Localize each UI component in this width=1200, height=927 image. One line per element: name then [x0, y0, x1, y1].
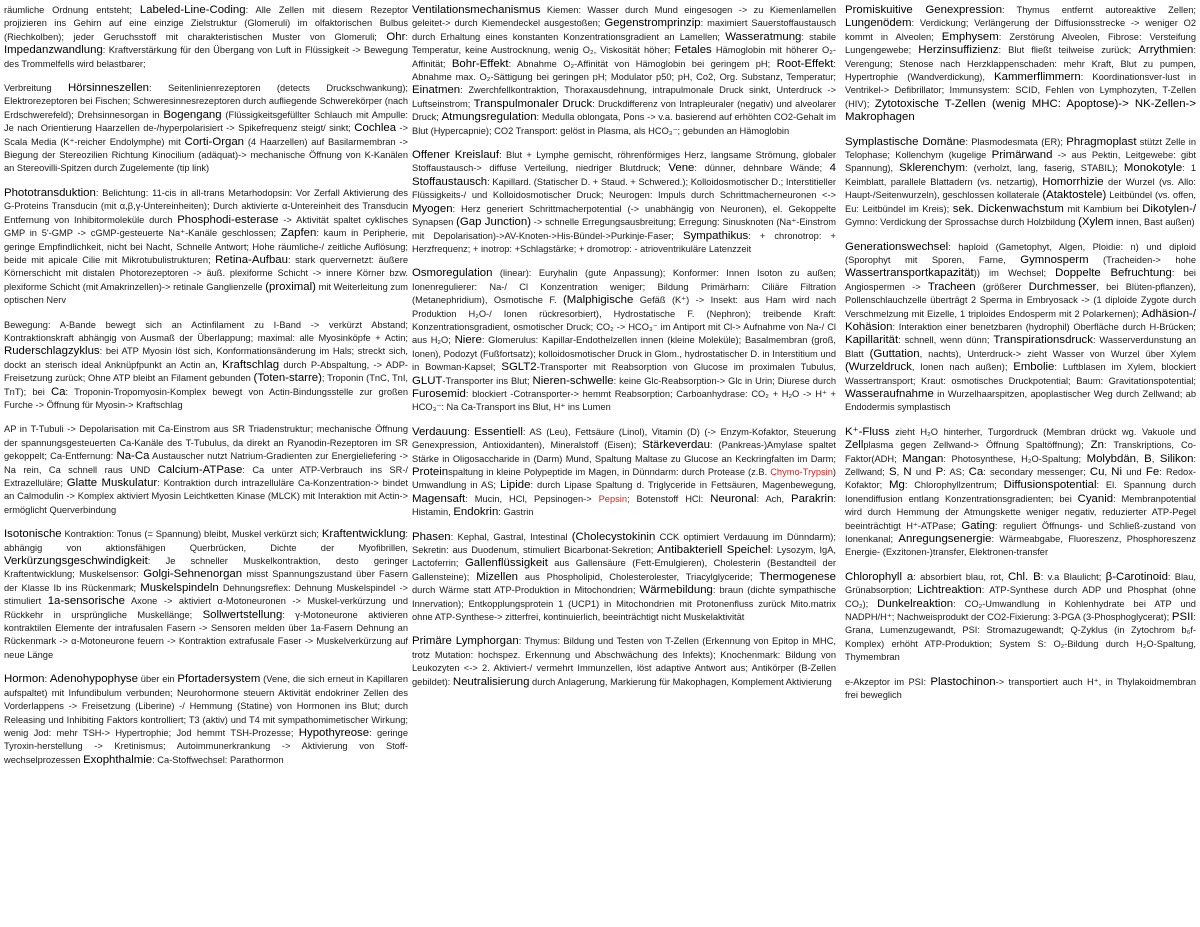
highlighted-term: Pepsin	[598, 493, 628, 504]
key-term: N	[903, 466, 912, 478]
key-term: P	[935, 466, 944, 478]
key-term: (proximal)	[265, 280, 316, 293]
key-term: Diffusionspotential	[1003, 479, 1097, 492]
key-term: Doppelte Befruchtung	[1055, 267, 1172, 280]
col3-paragraph: Symplastische Domäne: Plasmodesmata (ER); Phragmoplast stützt Zelle in Telophase; Kollenchym (kugelige Primärwand -> aus Pektin, Leitgewebe: gibt Spannung), Sklerenchym: (verholzt, lang, faserig, STABIL); Monokotyle: 1 Keimblatt, parallele Blattadern (vs. netzartig), Homorrhizie der Wurzel (vs. Allo: Haupt-/Seitenwurzeln), geschlossen kollaterale (Ataktostele) Leitbündel (vs. offen, Eu: Leitbündel im Kreis); sek. Dickenwachstum mit Kambium bei Dikotylen-/ Gymno: Verdickung der Sprossachse durch Holzbildung (Xylem innen, Bast außen)	[845, 135, 1197, 229]
key-term: sek. Dickenwachstum	[952, 202, 1064, 215]
key-term: Corti-Organ	[184, 135, 245, 148]
key-term: Gallenflüssigkeit	[464, 557, 548, 570]
key-term: (Cholecystokinin	[571, 530, 656, 543]
key-term: Zytotoxische T-Zellen (wenig MHC: Apoptose)-> NK-Zellen-> Makrophagen	[845, 97, 1196, 124]
key-term: (Wurzeldruck	[845, 361, 912, 374]
key-term: (Malphigische	[563, 294, 634, 307]
key-term: Phragmoplast	[1066, 135, 1137, 148]
key-term: 1a-sensorische	[47, 595, 125, 608]
key-term: Glatte Muskulatur	[66, 477, 158, 489]
col2-paragraph: Verdauung: Essentiell: AS (Leu), Fettsäure (Linol), Vitamin (D) (-> Enzym-Kofaktor, Steuerung Genexpression, Antioxidanten), Mineralstoff (Eisen); Stärkeverdau: (Pankreas-)Amylase spaltet Stärke in Oligosaccharide in (Darm) Mund, Spaltung Maltase zu Glucose an Keckringfalten im Darm; Proteinspaltung in kleine Polypeptide im Magen, in Dünndarm: durch Protease (z.B. Chymo-Trypsin) Umwandlung in AS; Lipide: durch Lipase Spaltung d. Triglyceride in Fettsäuren, Magenbewegung, Magensaft: Mucin, HCl, Pepsinogen-> Pepsin; Botenstoff HCl: Neuronal: Ach, Parakrin: Histamin, Endokrin: Gastrin	[412, 425, 837, 519]
key-term: Lungenödem	[845, 17, 912, 30]
key-term: Protein	[412, 466, 449, 478]
key-term: Zn	[1090, 439, 1104, 452]
key-term: Fe	[1145, 466, 1160, 478]
key-term: Molybdän	[1086, 452, 1136, 465]
key-term: Durchmesser	[1028, 280, 1097, 293]
key-term: Ruderschlagzyklus	[4, 345, 100, 358]
key-term: 4 Stoffaustausch	[412, 162, 836, 188]
col1-paragraph: Verbreitung Hörsinneszellen: Seitenlinienrezeptoren (detects Druckschwankung); Elektrorezeptoren bei Fischen; Schweresinnesrezeptoren durch aufliegende Schwerekörper (nach Erdschwerefeld); Drehsinnesorgan in Bogengang (Flüssigkeitsgefüllter Schlauch mit Ampulle: Je nach Orientierung Haarzellen de-/hyperpolarisiert -> Spikefrequenz steigt/ sinkt; Cochlea -> Scala Media (K⁺-reicher Endolymphe) mit Corti-Organ (4 Haarzellen) auf Basilarmembran -> Biegung der Stereozilien Richtung Kinocilium (adäquat)-> mechanische Öffnung von K-Kanälen an Stereovilli-Spitzen durch Zugelemente (tip link)	[4, 82, 408, 174]
col1-paragraph: AP in T-Tubuli -> Depolarisation mit Ca-Einstrom aus SR Triadenstruktur; mechanische Öffnung der spannungsgesteuerten Ca-Kanäle des T-Tubulus, da direkt an Ryanodin-Rezeptoren im SR gekoppelt; Ca-Entfernung: Na-Ca Austauscher nutzt Natrium-Gradienten zur Energieliefering -> Na rein, Ca schnell raus UND Calcium-ATPase: Ca unter ATP-Verbrauch ins SR-/ Extrazelluläre; Glatte Muskulatur: Kontraktion durch intrazelluläre Ca-Konzentration-> bindet an Calmodulin -> Komplex aktiviert Myosin Leichtketten Kinase (MLCK) mit Interaktion mit Actin-> ermöglicht Querverbindung	[4, 424, 408, 515]
key-term: Mg	[889, 479, 905, 492]
key-term: Gegenstromprinzip	[604, 17, 701, 30]
key-term: Cu	[1089, 466, 1105, 478]
key-term: Osmoregulation	[412, 267, 493, 280]
key-term: Hormon	[4, 673, 45, 686]
key-term: Zell	[845, 439, 864, 452]
key-term: Parakrin	[790, 492, 834, 505]
key-term: Ohr	[386, 30, 406, 43]
col1-paragraph: räumliche Ordnung entsteht; Labeled-Line-Coding: Alle Zellen mit diesem Rezeptor projizieren ins Gehirn auf eine einzige Zielstruktur (Glomeruli) im olfaktorischen Bulbus (Riechkolben); jeder Geruchsstoff mit charakteristischen Muster von Glomeruli; Ohr: Impedanzwandlung: Kraftverstärkung für den Übergang von Luft in Flüssigkeit -> Bewegung des Trommelfells wird belastbarer;	[4, 4, 408, 69]
key-term: Nieren-schwelle	[532, 374, 614, 387]
key-term: Root-Effekt	[776, 57, 834, 70]
key-term: Primärwand	[991, 149, 1053, 162]
key-term: Niere	[454, 334, 482, 347]
key-term: Transpirationsdruck	[993, 334, 1093, 347]
col3-paragraph: K⁺-Fluss zieht H₂O hinterher, Turgordruck (Membran drückt wg. Vakuole und Zellplasma gegen Zellwand-> Öffnung Spaltöffnung); Zn: Transkriptions, Co-Faktor(ADH; Mangan: Photosynthese, H₂O-Spaltung; Molybdän, B, Silikon: Zellwand; S, N und P: AS; Ca: secondary messenger; Cu, Ni und Fe: Redox-Kofaktor; Mg: Chlorophyllzentrum; Diffusionspotential: El. Spannung durch Ionendiffusion entlang Konzentrationsgradienten; bei Cyanid: Membranpotential wird durch Hemmung der Atmungskette weniger negativ, reduzierter ATP-Pegel beeinträchtigt H⁺-ATPase; Gating: reguliert Öffnungs- und Schließ-zustand von Ionenkanal; Anregungsenergie: Wärmeabgabe, Fluoreszenz, Phosphoreszenz Energie- (Exzitonen-)transfer, Elektronen-transfer	[845, 425, 1196, 558]
key-term: Dikotylen-/	[1142, 202, 1196, 215]
key-term: Vene	[668, 162, 695, 175]
key-term: Ni	[1111, 466, 1122, 478]
key-term: Stärkeverdau	[642, 439, 710, 452]
col2-paragraph: Osmoregulation (linear): Euryhalin (gute Anpassung); Konformer: Innen Isoton zu außen; Ionenregulierer: Na-/ Cl Konzentration weniger; Bildung Primärharn: Ciliäre Filtration (Metanephridium), Osmotische F. (Malphigische Gefäß (K⁺) -> Insekt: aus Harn wird nach Produktion H₂O-/ Ionen rückresorbiert), Hydrostatische F. (Nephron); treibende Kraft: Konzentrationsgradient, osmotischer Druck; CO₂ -> HCO₃⁻ im Antiport mit Cl-> Aufnahme von Na-/ Cl aus H₂O; Niere: Glomerulus: Kapillar-Endothelzellen innen (kleine Moleküle); Basalmembran (groß, Ionen), Podozyt (Fußfortsatz); kolloidosmotischer Druck in Glom., hydrostatischer D. in Interstitium und in Bowman-Kapsel; SGLT2-Transporter mit Reabsorption von Glucose im proximalen Tubulus, GLUT-Transporter ins Blut; Nieren-schwelle: keine Glc-Reabsorption-> Glc in Urin; Diurese durch Furosemid: blockiert -Cotransporter-> hemmt Reabsorption; Carboanhydrase: CO₂ + H₂O -> H⁺ + HCO₃⁻: Na Ca-Transport ins Blut, H⁺ ins Lumen	[412, 267, 836, 413]
key-term: Chlorophyll a	[845, 570, 914, 583]
key-term: Mizellen	[476, 570, 518, 583]
key-term: Bogengang	[163, 108, 222, 121]
key-term: Sollwertstellung	[202, 608, 283, 621]
key-term: Lipide	[500, 479, 531, 492]
key-term: Endokrin	[453, 506, 499, 519]
key-term: Impedanzwandlung	[4, 44, 103, 57]
key-term: Sklerenchym	[899, 162, 965, 175]
key-term: Generationswechsel	[845, 240, 949, 253]
col1-paragraph: Isotonische Kontraktion: Tonus (= Spannung) bleibt, Muskel verkürzt sich; Kraftentwicklung: abhängig von aktionsfähigen Querbrücken, Dichte der Myofibrillen, Verkürzungsgeschwindigkeit: Je schneller Muskelkontraktion, desto geringer Kraftentwicklung; Muskelsensor: Golgi-Sehnenorgan misst Spannungszustand über Fasern der Klasse Ib ins Rückenmark; Muskelspindeln Dehnungsreflex: Dehnung Muskelspindel -> stimuliert 1a-sensorische Axone -> aktiviert α-Motoneuronen -> Muskel-verkürzung und Rückkehr in ursprüngliche Muskellänge; Sollwertstellung: γ-Motoneurone aktivieren kontraktilen Elemente der intrafusalen Fasern -> Sensoren melden über 1a-Fasern Dehnung an Rückenmark -> α-Motoneurone feuern -> Kontraktion extrafusale Faser -> Muskelverkürzung auf neue Länge	[4, 528, 409, 660]
key-term: Einatmen	[412, 84, 461, 97]
column-3	[845, 4, 1196, 714]
key-term: Kammerflimmern	[994, 71, 1081, 84]
key-term: Primäre Lymphorgan	[412, 635, 519, 648]
key-term: Golgi-Sehnenorgan	[143, 568, 243, 581]
col3-paragraph: Promiskuitive Genexpression: Thymus entfernt autoreaktive Zellen; Lungenödem: Verdickung; Verlängerung der Diffusionsstrecke -> weniger O2 kommt in Alveolen; Emphysem: Zerstörung Alveolen, Fibrose: Versteifung Lungengewebe; Herzinsuffizienz: Blut fließt teilweise zurück; Arrythmien: Verengung; Stenose nach Herzklappenschaden: mehr Kraft, Blut zu pumpen, Hypertrophie (Wandverdickung), Kammerflimmern: Koordinationsver-lust in Ventrikel-> Defibrillator; Immunsystem: SCID, Fehlen von Lymphozyten, T-Zellen (HIV); Zytotoxische T-Zellen (wenig MHC: Apoptose)-> NK-Zellen-> Makrophagen	[845, 4, 1197, 124]
key-term: Symplastische Domäne	[845, 135, 966, 148]
key-term: Essentiell	[474, 425, 523, 438]
key-term: Adenohypophyse	[49, 673, 138, 686]
key-term: Gating	[961, 519, 995, 532]
col1-paragraph: Phototransduktion: Belichtung: 11-cis in all-trans Metarhodopsin: Vor Zerfall Aktivierung des G-Proteins Transducin (mit α,β,γ-Untereinheiten); Durch aktivierte α-Untereinheit des Transducin Entfernung von Inhibitormoleküle durch Phosphodi-esterase -> Aktivität spaltet cyklisches GMP in 5'-GMP -> cGMP-gesteuerte Na⁺-Kanäle geschlossen; Zapfen: kaum in Peripherie, geringe Empfindlichkeit, nicht bei Nacht, Schnelle Antwort; Hohe räumliche-/ zeitliche Auflösung; beide mit apicale Cilie mit Mikrotubulistrukturen; Retina-Aufbau: stark quervernetzt: äußere Körnerschicht mit distalen Photorezeptoren -> äuß. plexiforme Schicht -> innere Körner bzw. plexiforme Schicht (mit Amakrinzellen)-> retinale Ganglienzelle (proximal) mit Weiterleitung zum optischen Nerv	[4, 186, 408, 306]
key-term: Ca	[50, 385, 66, 398]
key-term: Hörsinneszellen	[67, 82, 149, 95]
key-term: Emphysem	[941, 30, 999, 43]
key-term: Wärmebildung	[639, 584, 713, 597]
key-term: Wasseratmung	[725, 30, 802, 43]
key-term: Bohr-Effekt	[451, 57, 509, 70]
key-term: Calcium-ATPase	[157, 463, 243, 476]
key-term: Wassertransportkapazität	[845, 267, 974, 280]
key-term: Gymnosperm	[1020, 253, 1089, 266]
key-term: Monokotyle	[1123, 162, 1183, 175]
key-term: Homorrhizie	[1042, 175, 1104, 188]
key-term: Herzinsuffizienz	[918, 44, 999, 57]
key-term: Mangan	[902, 452, 944, 465]
key-term: Neutralisierung	[452, 675, 530, 688]
key-term: Isotonische	[4, 528, 62, 541]
key-term: Atmungsregulation	[441, 111, 537, 124]
key-term: Plastochinon	[930, 675, 996, 688]
key-term: Anregungsenergie	[898, 533, 992, 546]
col2-paragraph: Ventilationsmechanismus Kiemen: Wasser durch Mund eingesogen -> zu Kiemenlamellen geleitet-> durch Kiemendeckel ausgestoßen; Gegenstromprinzip: maximiert Sauerstoffaustausch durch Erhaltung eines konstanten Konzentrationsgradient an Lamellen; Wasseratmung: stabile Temperatur, keine Austrocknung, wenig O₂, Viskosität höher; Fetales Hämoglobin mit höherer O₂-Affinität; Bohr-Effekt: Abnahme O₂-Affinität von Hämoglobin bei geringem pH; Root-Effekt: Abnahme max. O₂-Sättigung bei geringen pH; Modulator p50; pH, Co2, Org. Substanz, Temperatur; Einatmen: Zwerchfellkontraktion, Thoraxausdehnung, intrapulmonale Druck sinkt, Unterdruck -> Luftseinstrom; Transpulmonaler Druck: Druckdifferenz von Intrapleuraler (negativ) und alveolarer Druck; Atmungsregulation: Medulla oblongata, Pons -> v.a. basierend auf erhöhten CO2-Gehalt im Blut (Hypercapnie); CO2 Transport: gelöst in Plasma, als HCO₃⁻; gebunden an Hämoglobin	[412, 4, 836, 136]
column-1	[4, 4, 408, 778]
col1-paragraph: Bewegung: A-Bande bewegt sich an Actinfilament zu I-Band -> verkürzt Abstand; Kontraktionskraft abhängig von Ausmaß der Überlappung; maximal: alle Myosinköpfe + Actin; Ruderschlagzyklus: bei ATP Myosin löst sich, Konformationsänderung im Hals; streckt sich, dockt an sterisch ideal Anknüpfpunkt an Actin an, Kraftschlag durch P-Abspaltung, -> ADP-Freisetzung zurück; Ohne ATP bleibt an Filament gebunden (Toten-starre); Troponin (TnC, TnI, TnT); bei Ca: Troponin-Tropomyosin-Komplex bewegt von Actin-Bindungsstelle zur großen Furche -> Öffnung für Myosin-> Kraftschlag	[4, 319, 409, 410]
key-term: Furosemid	[412, 387, 466, 400]
key-term: S	[889, 466, 897, 478]
key-term: Exophthalmie	[83, 753, 153, 766]
key-term: Tracheen	[927, 280, 976, 293]
key-term: SGLT2	[501, 361, 537, 374]
key-term: Kraftschlag	[222, 358, 280, 371]
key-term: Fetales	[674, 44, 712, 57]
key-term: Transpulmonaler Druck	[473, 97, 593, 110]
key-term: Neuronal	[710, 492, 757, 505]
col2-paragraph: Offener Kreislauf: Blut + Lymphe gemischt, röhrenförmiges Herz, langsame Strömung, globaler Stoffaustausch-> diffuse Verteilung, niedriger Blutdruck; Vene: dünner, dehnbare Wände; 4 Stoffaustausch: Kapillard. (Statischer D. + Staud. + Schwered.); Kolloidosmotischer D.; Interstitieller Flüssigkeits-/ und Kolloidosmotischer Druck; Neurogen: Impuls durch Schrittmacherneuronen <-> Myogen: Herz generiert Schrittmacherpotential (-> unabhängig von Neuronen), el. Gekoppelte Synapsen (Gap Junction) -> schnelle Erregungsausbreitung; Erregung: Sinusknoten (Na⁺-Einstrom mit Depolarisation)->AV-Knoten->His-Bündel->Purkinje-Faser; Sympathikus: + chronotrop: + Herzfrequenz; + inotrop: +Schlagstärke; + dromotrop: - atrioventrikuläre Latenzzeit	[412, 149, 837, 254]
key-term: Labeled-Line-Coding	[139, 4, 246, 16]
key-term: Lichtreaktion	[917, 584, 982, 597]
key-term: Cyanid	[1077, 492, 1114, 505]
key-term: Thermogenese	[759, 570, 836, 583]
key-term: B	[1144, 452, 1152, 465]
key-term: Cochlea	[354, 122, 397, 135]
col1-paragraph: Hormon: Adenohypophyse über ein Pfortadersystem (Vene, die sich erneut in Kapillaren aufspaltet) mit Infundibulum verbunden; Neurohormone steuern Aktivität endokriner Zellen des Vorderlappens -> Freisetzung (Liberine) -/ Hemmung (Statine) von Hormonen ins Blut; durch Releasing und Inhibiting Faktors kontrolliert; T3 (aktiv) und T4 mit sympathomimetischer Wirkung; wenig Jod: mehr TSH-> Hypertrophie; Jod hemmt TSH-Prozesse; Hypothyreose: geringe Tyroxin-herstellung -> Kretinismus; Autoimmunerkrankung -> Aktivierung von Stoff-wechselprozessen Exophthalmie: Ca-Stoffwechsel: Parathormon	[4, 673, 408, 766]
key-term: (Ataktostele)	[1042, 189, 1107, 202]
key-term: (Xylem	[1078, 216, 1114, 229]
key-term: Myogen	[412, 202, 453, 215]
key-term: Hypothyreose	[298, 726, 370, 739]
key-term: Na-Ca	[116, 450, 150, 463]
col3-paragraph: Chlorophyll a: absorbiert blau, rot, Chl. B: v.a Blaulicht; β-Carotinoid: Blau, Grünabsorption; Lichtreaktion: ATP-Synthese durch ADP und Phosphat (ohne CO₂); Dunkelreaktion: CO₂-Umwandlung in Kohlenhydrate bei ATP und NADPH/H⁺; Nachweisprodukt der CO2-Fixierung: 3-PGA (3-Phosphoglycerat); PSII: Grana, Lumenzugewandt, PSI: Stromazugewandt; Q-Zyklus (in Zytochrom b₆f-Komplex) erhöht ATP-Produktion; System S: O₂-Bildung durch H₂O-Spaltung, Thymembran	[845, 570, 1196, 663]
key-term: Phototransduktion	[4, 186, 96, 199]
key-term: (Toten-starre)	[253, 372, 322, 385]
key-term: Phasen	[412, 530, 451, 543]
col3-paragraph: Generationswechsel: haploid (Gametophyt, Algen, Ploidie: n) und diploid (Sporophyt mit Sporen, Farne, Gymnosperm (Tracheiden-> hohe Wassertransportkapazität)) im Wechsel; Doppelte Befruchtung: bei Angiospermen -> Tracheen (größerer Durchmesser, bei Blüten-pflanzen), Pollenschlauchzelle überträgt 2 Sperma in Embryosack -> (1 diploide Zygote durch Verschmelzung mit Eizelle, 1 triploides Endosperm mit 2 Polarkernen); Adhäsion-/ Kohäsion: Interaktion einer benetzbaren (hydrophil) Oberfläche durch H-Brücken; Kapillarität: schnell, wenn dünn; Transpirationsdruck: Wasserverdunstung an Blatt (Guttation, nachts), Unterdruck-> zieht Wasser von Wurzel über Xylem (Wurzeldruck, Ionen nach außen); Embolie: Luftblasen im Xylem, blockiert Wassertransport; Kraut: osmotisches Druckpotential; Baum: Gravitationspotential; Wasseraufnahme in Wurzelhaarspitzen, apoplastischer Weg durch Zellwand; ab Endodermis symplastisch	[845, 240, 1197, 413]
key-term: Kraftentwicklung	[321, 528, 406, 541]
key-term: Retina-Aufbau	[215, 253, 288, 266]
key-term: Verkürzungsgeschwindigkeit	[4, 555, 148, 568]
key-term: Adhäsion-/ Kohäsion	[845, 307, 1196, 333]
key-term: PSII	[1171, 611, 1194, 624]
key-term: Zapfen	[280, 227, 317, 240]
key-term: Arrythmien	[1138, 44, 1194, 57]
key-term: K⁺-Fluss	[845, 425, 890, 438]
key-term: Phosphodi-esterase	[177, 213, 279, 226]
key-term: GLUT	[412, 374, 443, 387]
key-term: (Gap Junction)	[456, 216, 532, 229]
key-term: Magensaft	[412, 492, 466, 505]
key-term: Sympathikus	[682, 229, 749, 242]
key-term: Offener Kreislauf	[412, 149, 500, 162]
key-term: Chl. B	[1007, 570, 1041, 583]
key-term: β-Carotinoid	[1105, 570, 1168, 583]
key-term: Promiskuitive Genexpression	[845, 4, 1003, 16]
key-term: Antibakteriell Speichel	[657, 544, 771, 557]
col2-paragraph: Primäre Lymphorgan: Thymus: Bildung und Testen von T-Zellen (Erkennung von Epitop in MHC, trotz Mutation: hochspez. Erkennung und Abschwächung des Infekts); Knochenmark: Bildung von Leukozyten <-> 2. Aktiviert-/ vermehrt Immunzellen, löst adaptive Antwort aus; Antikörper (B-Zellen gebildet): Neutralisierung durch Anlagerung, Markierung für Makophagen, Komplement Aktivierung	[412, 635, 837, 688]
highlighted-term: Chymo-Trypsin	[770, 467, 833, 477]
key-term: Muskelspindeln	[140, 581, 219, 594]
key-term: (Guttation	[869, 347, 920, 360]
key-term: Wasseraufnahme	[845, 387, 934, 400]
col3-paragraph: e-Akzeptor im PSI: Plastochinon-> transportiert auch H⁺, in Thylakoidmembran frei beweglich	[845, 675, 1196, 701]
key-term: Verdauung	[412, 425, 468, 438]
key-term: Silikon	[1159, 452, 1194, 465]
column-2	[412, 4, 836, 700]
key-term: Pfortadersystem	[177, 673, 261, 686]
key-term: Dunkelreaktion	[877, 597, 954, 610]
col2-paragraph: Phasen: Kephal, Gastral, Intestinal (Cholecystokinin CCK optimiert Verdauung im Dünndarm); Sekretin: aus Duodenum, stimuliert Bicarbonat-Sekretion; Antibakteriell Speichel: Lysozym, IgA, Lactoferrin; Gallenflüssigkeit aus Gallensäure (Fett-Emulgieren), Cholesterin (Bestandteil der Gallensteine); Mizellen aus Phospholipid, Cholesterolester, Triacylglyceride; Thermogenese durch Wärme statt ATP-Produktion in Mitochondrien; Wärmebildung: braun (dichte sympathische Innervation); Entkopplungsprotein 1 (UCP1) in Mitochondrien mit Protonenfluss zurück Mito.matrix ohne ATP-Synthese-> zitterfrei, kontinuierlich, beeinträchtigt nicht Muskelaktivität	[412, 530, 837, 623]
key-term: Ventilationsmechanismus	[412, 4, 541, 16]
key-term: Embolie	[1013, 361, 1055, 374]
key-term: Kapillarität	[845, 334, 899, 347]
key-term: Ca	[968, 466, 984, 478]
